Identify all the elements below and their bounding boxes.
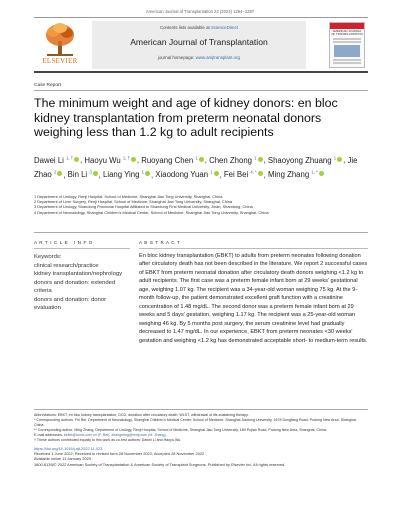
journal-cover-thumbnail xyxy=(329,22,365,68)
affiliation: 1 Department of Urology, Renji Hospital, School of Medicine, Shanghai Jiao Tong University, Shanghai, China xyxy=(34,194,223,199)
running-head: American Journal of Transplantation 23 (2023) 1284–1287 xyxy=(145,9,255,14)
footnotes xyxy=(34,413,368,443)
affiliation: 3 Department of Urology, Shandong Provincial Hospital Affiliated to Shandong First Medical University, Jinan, Shandong, China xyxy=(34,204,253,210)
orcid-icon[interactable] xyxy=(131,157,136,162)
homepage-link[interactable]: www.amjtransplant.org xyxy=(195,55,240,60)
received-dates: Received 1 June 2022; Received in revised form 28 November 2022; Accepted 28 November 2022 xyxy=(34,451,205,457)
author[interactable] xyxy=(68,170,99,179)
author[interactable] xyxy=(268,170,325,179)
author[interactable] xyxy=(141,156,205,165)
author-affiliation-marker: 1, * xyxy=(311,169,318,175)
keywords-block xyxy=(34,253,132,313)
article-title: The minimum weight and age of kidney donors: en bloc kidney transplantation from preterm neonatal donors weighing less than 1.2 kg to adult recipients xyxy=(34,96,338,140)
contents-line: Contents lists available at ScienceDirect xyxy=(159,25,239,30)
divider xyxy=(139,248,368,249)
author-name: Dawei Li xyxy=(34,155,64,165)
divider xyxy=(34,248,130,249)
author-name: Bin Li xyxy=(67,170,88,180)
keyword: donors and donation: donor evaluation xyxy=(34,296,107,311)
keywords-label: Keywords: xyxy=(34,254,62,260)
author[interactable] xyxy=(84,156,136,165)
author[interactable] xyxy=(209,156,263,165)
running-head-prefix: American Journal of Transplantation 23 (2023) 1284 xyxy=(145,9,243,14)
abstract-heading: A B S T R A C T xyxy=(139,240,181,245)
journal-masthead xyxy=(34,17,368,73)
author-name: Ming Zhang xyxy=(268,170,310,180)
affiliation-list xyxy=(34,194,364,215)
orcid-icon[interactable] xyxy=(145,171,150,176)
author-name: Jie Zhao xyxy=(34,155,358,180)
corresponding-author-note: ** Corresponding author. Ming Zhang, Department of Urology, Renji Hospital, School of Medicine, Shanghai Jiao Tong University, 160 Pujian Road, Pudong New Area, Shanghai, China. xyxy=(34,428,327,432)
cover-title: AMERICAN JOURNAL OF TRANSPLANTATION xyxy=(331,29,363,37)
author-affiliation-marker: 2 xyxy=(53,169,57,175)
article-info-heading: A R T I C L E I N F O xyxy=(34,240,93,245)
author-name: Liang Ying xyxy=(103,170,140,180)
author-affiliation-marker: 1 xyxy=(210,169,213,175)
elsevier-logo xyxy=(36,21,84,71)
abbreviations-note: Abbreviations: EBKT, en bloc kidney transplantation; DCD, donation after circulatory death; WLST, withdrawal of life-sustaining therapy. xyxy=(34,413,249,417)
article-type-label: Case Report xyxy=(34,83,61,88)
author-affiliation-marker: 1 xyxy=(333,155,337,160)
author-name: Xiaodong Yuan xyxy=(155,170,209,180)
corresponding-author-note: * Corresponding authors. Fei Bei, Department of Neonatology, Shanghai Children's Medical Center, School of Medicine, Shanghai Jiaotong University, 1678 Dongfang Road, Pudong New Area, Shanghai, China. xyxy=(34,418,357,427)
author-name: Haoyu Wu xyxy=(84,155,121,165)
author-affiliation-marker: 4, * xyxy=(250,169,257,175)
author-name: Shaoyong Zhuang xyxy=(267,155,332,165)
orcid-icon[interactable] xyxy=(258,171,263,176)
orcid-icon[interactable] xyxy=(57,171,62,176)
author-affiliation-marker: 1 xyxy=(195,155,198,160)
abstract-text: En bloc kidney transplantation (EBKT) to adults from preterm neonates following donation after circulatory death has not been described in the literature. We report 2 successful cases of EBKT from preterm neonatal donation after circulatory death donors weighing <1.2 kg to adult recipients. The first case was a preterm female infant born at 29 weeks' gestational age, weighing 1.07 kg. The recipient was a 34-year-old woman weighing 75 kg. At the 9-month follow-up, the patient demonstrated excellent graft function with a creatinine concentration of 1.48 mg/dL. The second donor was a preterm female infant born at 29 weeks and 5 days' gestation, weighing 1.17 kg. The recipient was a 25-year-old woman weighing 46 kg. By 5 months post surgery, the serum creatinine level had gradually decreased to 1.47 mg/dL. In our experience, EBKT from preterm neonates <30 weeks' gestation and weighing <1.2 kg has demonstrated acceptable short- to medium-term results. xyxy=(139,253,368,344)
orcid-icon[interactable] xyxy=(337,157,342,162)
author-name: Ruoyang Chen xyxy=(141,155,194,165)
keyword: clinical research/practice xyxy=(34,262,99,269)
author-list: Dawei Li $^{1, \dagger}$ , Haoyu Wu $^{1, \dagger}$ , Ruoyang Chen $^1$ , Chen Zhong $^1$ , Shaoyong Zhuang $^1$ , Jie Zhao $^2$ , Bin Li $^3$ , Liang Ying $^1$ , Xiaodong Yuan $^1$ , Fei Bei $^{4, *}$ , Ming Zhang $^{1, *}$ xyxy=(34,155,358,180)
doi-link[interactable]: https://doi.org/10.1016/j.ajt.2022.11.023 xyxy=(34,446,103,451)
publisher-logo-text: ELSEVIER xyxy=(42,58,78,65)
keyword: kidney transplantation/nephrology xyxy=(34,271,123,277)
email-note: E-mail addresses: beifei@scmc.com.cn (F. Bei), zhangming@renji.com (M. Zhang). xyxy=(34,433,167,437)
divider xyxy=(34,90,368,91)
cover-image xyxy=(334,45,360,57)
divider xyxy=(34,232,368,233)
elsevier-tree-icon xyxy=(43,21,77,57)
orcid-icon[interactable] xyxy=(199,157,204,162)
orcid-icon[interactable] xyxy=(258,157,263,162)
orcid-icon[interactable] xyxy=(214,171,219,176)
author[interactable] xyxy=(155,170,219,179)
author[interactable] xyxy=(224,170,264,179)
author-affiliation-marker: 3 xyxy=(89,169,92,175)
keyword: donors and donation: extended criteria xyxy=(34,279,116,294)
journal-name: American Journal of Transplantation xyxy=(130,37,268,47)
divider xyxy=(34,409,368,410)
author[interactable] xyxy=(268,156,343,165)
author-affiliation-marker: 1, † xyxy=(66,155,74,160)
author[interactable] xyxy=(34,156,80,165)
email-links[interactable]: beifei@scmc.com.cn (F. Bei), zhangming@renji.com (M. Zhang). xyxy=(63,433,167,437)
author-affiliation-marker: 1 xyxy=(254,155,257,160)
copyright-line: 1600-6135/© 2022 American Society of Transplantation & American Society of Transplant Surgeons. Published by Elsevier Inc. All rights reserved. xyxy=(34,461,286,467)
affiliation: 4 Department of Neonatology, Shanghai Children's Medical Center, School of Medicine, Shanghai Jiao Tong University, Shanghai, China xyxy=(34,209,269,215)
orcid-icon[interactable] xyxy=(319,171,324,176)
author[interactable] xyxy=(103,170,151,179)
affiliation: 2 Department of Liver Surgery, Renji Hospital, School of Medicine, Shanghai Jiao Tong University, Shanghai, China xyxy=(34,199,233,205)
orcid-icon[interactable] xyxy=(74,157,79,162)
journal-band xyxy=(92,21,306,69)
homepage-line: journal homepage: www.amjtransplant.org xyxy=(157,55,240,60)
author-affiliation-marker: 1, † xyxy=(122,155,130,160)
author-name: Chen Zhong xyxy=(209,155,253,165)
orcid-icon[interactable] xyxy=(93,171,98,176)
running-head-suffix: 1287 xyxy=(244,9,255,14)
author-name: Fei Bei xyxy=(223,170,249,180)
author-affiliation-marker: 1 xyxy=(141,169,144,175)
sciencedirect-link[interactable]: ScienceDirect xyxy=(210,25,239,30)
online-date: Available online 11 January 2023 xyxy=(34,456,91,462)
article-history xyxy=(34,446,368,467)
equal-contribution-note: † These authors contributed equally to this work as co-first authors: Dawei Li and Haoyu Wu. xyxy=(34,438,182,442)
